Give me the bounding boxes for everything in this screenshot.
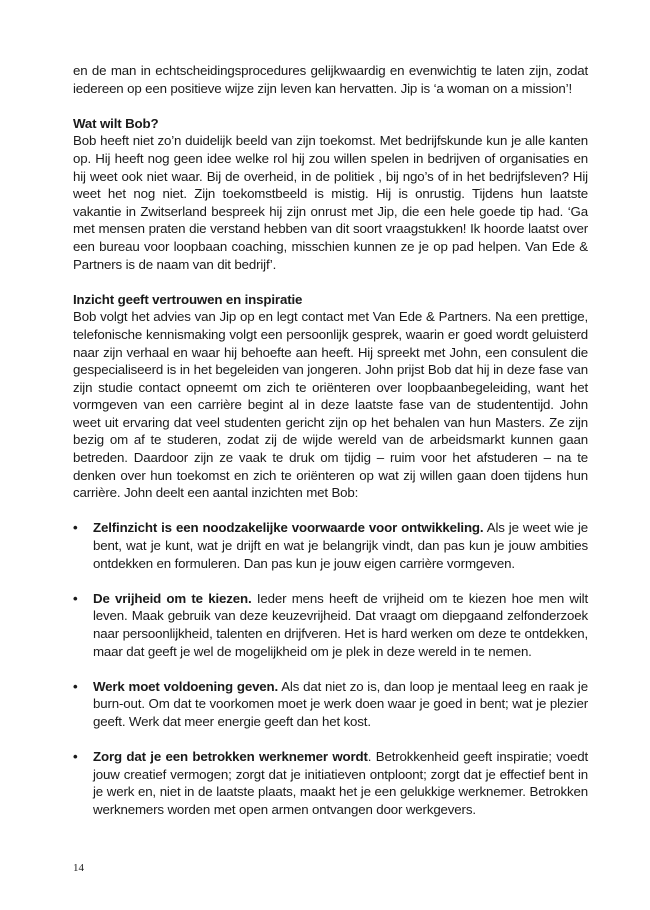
bullet-icon: • [73,678,78,694]
spacer [73,273,588,291]
list-item-lead: Zelfinzicht is een noodzakelijke voorwaarde voor ontwikkeling. [93,520,484,536]
list-item-lead: Werk moet voldoening geven. [93,678,279,694]
bullet-icon: • [73,749,78,765]
bullet-icon: • [73,590,78,606]
section-heading-inzicht: Inzicht geeft vertrouwen en inspiratie [73,291,303,307]
list-item-text: Als je weet wie je bent, wat je kunt, wat je drijft en wat je belangrijk vindt, dan pas kun je jouw ambities ontdekken en formuleren. Dan pas kun je jouw eigen carrière vormgeven. [93,520,588,571]
section-body-wat-wilt-bob: Bob heeft niet zo’n duidelijk beeld van zijn toekomst. Met bedrijfskunde kun je alle kanten op. Hij heeft nog geen idee welke rol hij zou willen spelen in bedrijven of organisaties en hij weet ook niet waar. Bij de overheid, in de politiek , bij ngo’s of in het bedrijfsleven? Hij weet het nog niet. Zijn toekomstbeeld is mistig. Hij is onrustig. Tijdens hun laatste vakantie in Zwitserland bespreek hij zijn onrust met Jip, die een hele goede tip had. ‘Ga met mensen praten die verstand hebben van dit soort vraagstukken! Ik hoorde laatst over een bureau voor loopbaan coaching, misschien kunnen ze je op pad helpen. Van Ede & Partners is de naam van dit bedrijf’. [73,133,588,272]
list-item [73,678,588,731]
list-item-text: . Betrokkenheid geeft inspiratie; voedt jouw creatief vermogen; zorgt dat je initiatieven ontploont; zorgt dat je effectief bent in je werk en, niet in de laatste plaats, maakt het je een gelukkige werknemer. Betrokken werknemers worden met open armen ontvangen door werkgevers. [93,749,588,817]
list-item-text: Als dat niet zo is, dan loop je mentaal leeg en raak je burn-out. Om dat te voorkomen moet je werk doen waar je goed in bent; wat je plezier geeft. Werk dat meer energie geeft dan het kost. [93,678,588,729]
page-number: 14 [73,862,84,874]
spacer [73,97,588,115]
list-item [73,748,588,818]
section-body-inzicht: Bob volgt het advies van Jip op en legt contact met Van Ede & Partners. Na een prettige, telefonische kennismaking volgt een persoonlijk gesprek, waarin er goed wordt geluisterd naar zijn verhaal en waar hij behoefte aan heeft. Hij spreekt met John, een consulent die gespecialiseerd is in het begeleiden van jongeren. John prijst Bob dat hij in deze fase van zijn studie contact opneemt om zich te oriënteren over loopbaanbegeleiding, want het vormgeven van een carrière begint al in deze laatste fase van de studententijd. John weet uit ervaring dat veel studenten gericht zijn op het behalen van hun Masters. Ze zijn bezig om af te studeren, zodat zij de wijde wereld van de arbeidsmarkt kunnen gaan betreden. Daardoor zijn ze vaak te druk om tijdig – ruim voor het afstuderen – na te denken over hun toekomst en zich te oriënteren op wat zij willen gaan doen tijdens hun carrière. John deelt een aantal inzichten met Bob: [73,309,588,501]
list-item-lead: Zorg dat je een betrokken werknemer wordt [93,749,368,765]
list-item-text: Ieder mens heeft de vrijheid om te kiezen hoe men wilt leven. Maak gebruik van deze keuzevrijheid. Dat vraagt om diepgaand zelfonderzoek naar persoonlijkheid, talenten en drijfveren. Het is hard werken om deze te ontdekken, maar dat geeft je wel de mogelijkheid om je plek in deze wereld in te nemen. [93,590,588,659]
spacer [73,502,588,520]
page-body [73,62,588,836]
intro-paragraph: en de man in echtscheidingsprocedures gelijkwaardig en evenwichtig te laten zijn, zodat iedereen op een positieve wijze zijn leven kan hervatten. Jip is ‘a woman on a mission’! [73,63,588,96]
insights-list [73,519,588,818]
section-heading-wat-wilt-bob: Wat wilt Bob? [73,115,159,131]
list-item [73,590,588,660]
list-item-lead: De vrijheid om te kiezen. [93,590,252,606]
bullet-icon: • [73,520,78,536]
list-item [73,519,588,572]
